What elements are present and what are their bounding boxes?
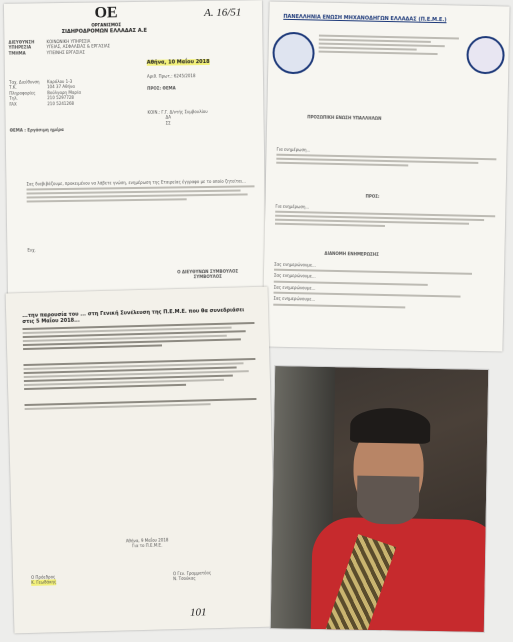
ref-number: Αριθ. Πρωτ.: 6245/2018 [146, 73, 196, 79]
union-header-lines [319, 33, 459, 58]
oe-logo: OE [94, 4, 118, 22]
subject: ΘΕΜΑ : Εργάσιμη ημέρα [9, 126, 64, 133]
bottom-body: ...την παρουσία του ... στη Γενική Συνέλευση της Π.Ε.Μ.Ε. που θα συνεδριάσει στις 5 Μαΐου 2018... [22, 307, 257, 412]
header-block: ΔΙΕΥΘΥΝΣΗ ΚΟΙΝΩΝΙΚΗ ΥΠΗΡΕΣΙΑ ΥΠΗΡΕΣΙΑ ΥΓΕΙΑΣ, ΑΣΦΑΛΕΙΑΣ & ΕΡΓΑΣΙΑΣ ΤΜΗΜΑ ΥΓΙΕΙΝΗΣ ΕΡΓΑΣΙΑΣ [8, 38, 111, 56]
portrait-photo [270, 365, 490, 633]
body-text: Σας διαβιβάζουμε, προκειμένου να λάβετε γνώση, ενημέρωση της Εταιρείας έγγραφο με το οποίο ζητείται... [26, 178, 254, 205]
points-label: ΔΙΑΝΟΜΗ ΕΝΗΜΕΡΩΣΗΣ [324, 250, 379, 257]
secretary-block: Ο Γεν. Γραμματέας Ν. Τσούκας [172, 570, 212, 582]
union-body: Για ενημέρωση... [275, 204, 495, 232]
date-line: Αθήνα, 9 Μαΐου 2018 Για το Π.Ε.Μ.Ε. [125, 537, 169, 549]
left-document [4, 0, 266, 304]
handwritten-ref: Α. 16/51 [203, 6, 242, 20]
bottom-document [6, 287, 277, 634]
union-subtitle: ΠΡΟΣΩΠΙΚΗ ΕΝΩΣΗ ΥΠΑΛΛΗΛΩΝ [307, 114, 382, 121]
handwriting-mark: 101 [189, 606, 207, 619]
points-list: Σας ενημερώνουμε... Σας ενημερώνουμε... Σας ενημερώνουμε... Σας ενημερώνουμε... [273, 262, 494, 312]
address-block: Ταχ. Διεύθυνση Καρόλου 1-3 Τ.Κ. 104 37 Αθήνα Πληροφορίες Βούλγαρη Μαρία Τηλ. 210 5297728 FAX 210 5241268 [8, 78, 82, 107]
union-logo-right [466, 36, 505, 75]
end-note: Ευχ. [27, 247, 36, 253]
union-intro: Για ενημέρωση... [276, 147, 496, 171]
union-to: ΠΡΟΣ: [365, 193, 380, 199]
signature-block: Ο ΔΙΕΥΘΥΝΩΝ ΣΥΜΒΟΥΛΟΣ ΣΥΜΒΟΥΛΟΣ [177, 268, 239, 280]
to-block: ΠΡΟΣ: ΘΕΜΑ [147, 85, 176, 91]
union-logo-left [272, 32, 315, 75]
president-block: Ο Πρόεδρος Κ. Γεωδάκης [30, 574, 57, 586]
beard [357, 476, 420, 525]
company-name: ΣΙΔΗΡΟΔΡΟΜΩΝ ΕΛΛΑΔΑΣ Α.Ε [61, 27, 147, 36]
org-name: ΟΡΓΑΝΙΣΜΟΣ [91, 22, 122, 28]
hair [350, 407, 431, 443]
cc-block: ΚΟΙΝ.: Γ.Γ. Δ/ντής Συμβουλίου ΔΑ ΣΣ [147, 108, 208, 126]
right-document [262, 2, 509, 352]
union-title: ΠΑΝΕΛΛΗΝΙΑ ΕΝΩΣΗ ΜΗΧΑΝΟΔΗΓΩΝ ΕΛΛΑΔΑΣ (Π.Ε.Μ.Ε.) [283, 13, 447, 24]
doc-date: Αθήνα, 10 Μαΐου 2018 [146, 58, 210, 66]
